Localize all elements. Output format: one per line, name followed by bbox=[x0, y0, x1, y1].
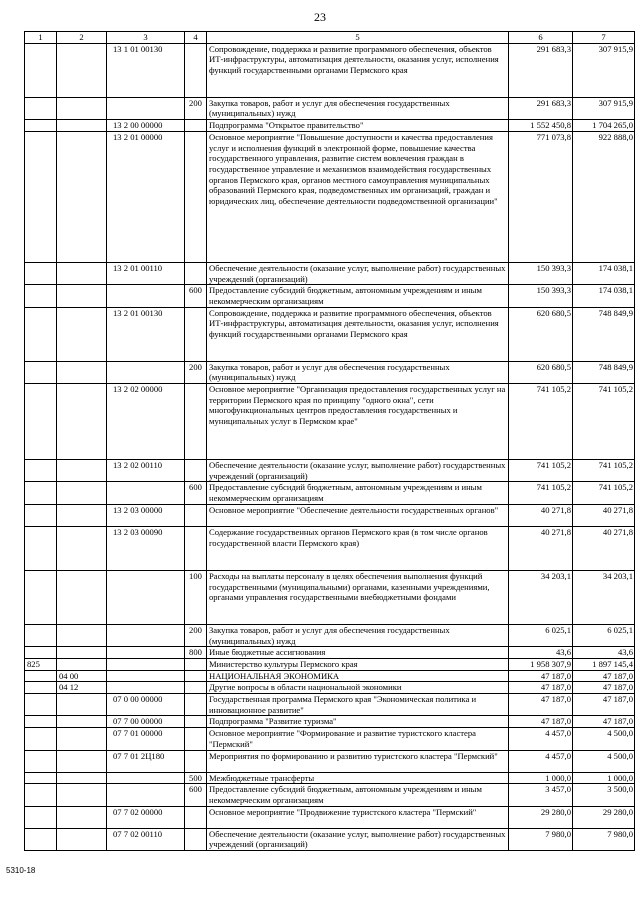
cell-description: Иные бюджетные ассигнования bbox=[207, 647, 509, 659]
column-header: 1 bbox=[25, 32, 57, 44]
cell-amount-year2: 47 187,0 bbox=[573, 694, 635, 716]
cell-admin-code bbox=[25, 570, 57, 624]
cell-section-code bbox=[57, 658, 107, 670]
cell-expense-type bbox=[185, 460, 207, 482]
cell-expense-type: 600 bbox=[185, 784, 207, 806]
cell-amount-year2: 741 105,2 bbox=[573, 460, 635, 482]
table-row bbox=[25, 670, 635, 682]
cell-target-code: 13 2 02 00110 bbox=[107, 460, 185, 482]
cell-target-code bbox=[107, 482, 185, 504]
cell-target-code: 07 7 01 2Ц180 bbox=[107, 750, 185, 772]
cell-admin-code bbox=[25, 716, 57, 728]
cell-amount-year1: 40 271,8 bbox=[509, 526, 573, 570]
cell-admin-code bbox=[25, 772, 57, 784]
cell-admin-code bbox=[25, 307, 57, 361]
table-row bbox=[25, 262, 635, 284]
cell-amount-year1: 150 393,3 bbox=[509, 285, 573, 307]
cell-expense-type bbox=[185, 526, 207, 570]
table-row bbox=[25, 716, 635, 728]
cell-expense-type: 100 bbox=[185, 570, 207, 624]
cell-amount-year1: 1 958 307,9 bbox=[509, 658, 573, 670]
cell-amount-year1: 7 980,0 bbox=[509, 828, 573, 850]
table-row bbox=[25, 482, 635, 504]
cell-expense-type: 200 bbox=[185, 361, 207, 383]
cell-section-code bbox=[57, 526, 107, 570]
cell-amount-year2: 307 915,9 bbox=[573, 97, 635, 119]
table-row bbox=[25, 750, 635, 772]
cell-amount-year2: 1 000,0 bbox=[573, 772, 635, 784]
cell-description: НАЦИОНАЛЬНАЯ ЭКОНОМИКА bbox=[207, 670, 509, 682]
cell-expense-type bbox=[185, 828, 207, 850]
cell-target-code: 13 2 03 00090 bbox=[107, 526, 185, 570]
cell-amount-year1: 291 683,3 bbox=[509, 97, 573, 119]
cell-description: Другие вопросы в области национальной экономики bbox=[207, 682, 509, 694]
cell-amount-year1: 40 271,8 bbox=[509, 504, 573, 526]
column-header: 6 bbox=[509, 32, 573, 44]
cell-admin-code bbox=[25, 728, 57, 750]
cell-amount-year1: 741 105,2 bbox=[509, 384, 573, 460]
cell-expense-type: 800 bbox=[185, 647, 207, 659]
cell-expense-type bbox=[185, 658, 207, 670]
cell-amount-year2: 922 888,0 bbox=[573, 131, 635, 262]
cell-description: Сопровождение, поддержка и развитие программного обеспечения, объектов ИТ-инфраструктуры, автоматизация деятельности, оказания услуг, исполнения функций государственными органами Пермского края bbox=[207, 307, 509, 361]
cell-section-code bbox=[57, 728, 107, 750]
cell-amount-year2: 47 187,0 bbox=[573, 682, 635, 694]
table-row bbox=[25, 384, 635, 460]
cell-expense-type bbox=[185, 262, 207, 284]
cell-admin-code bbox=[25, 120, 57, 132]
cell-section-code bbox=[57, 384, 107, 460]
footer-code: 5310-18 bbox=[6, 866, 36, 875]
cell-section-code bbox=[57, 482, 107, 504]
cell-section-code bbox=[57, 716, 107, 728]
cell-expense-type bbox=[185, 806, 207, 828]
column-header: 7 bbox=[573, 32, 635, 44]
cell-description: Закупка товаров, работ и услуг для обеспечения государственных (муниципальных) нужд bbox=[207, 97, 509, 119]
cell-description: Обеспечение деятельности (оказание услуг, выполнение работ) государственных учреждений (организаций) bbox=[207, 828, 509, 850]
cell-amount-year2: 174 038,1 bbox=[573, 285, 635, 307]
cell-admin-code bbox=[25, 460, 57, 482]
cell-target-code: 13 2 01 00000 bbox=[107, 131, 185, 262]
table-row bbox=[25, 647, 635, 659]
table-row bbox=[25, 504, 635, 526]
cell-expense-type bbox=[185, 131, 207, 262]
cell-expense-type: 200 bbox=[185, 97, 207, 119]
cell-amount-year2: 741 105,2 bbox=[573, 482, 635, 504]
table-header-row bbox=[25, 32, 635, 44]
cell-section-code bbox=[57, 828, 107, 850]
cell-target-code: 13 2 02 00000 bbox=[107, 384, 185, 460]
table-row bbox=[25, 624, 635, 646]
cell-description: Государственная программа Пермского края "Экономическая политика и инновационное развитие" bbox=[207, 694, 509, 716]
cell-amount-year2: 29 280,0 bbox=[573, 806, 635, 828]
cell-expense-type bbox=[185, 728, 207, 750]
cell-amount-year1: 3 457,0 bbox=[509, 784, 573, 806]
cell-target-code bbox=[107, 647, 185, 659]
cell-amount-year2: 1 897 145,4 bbox=[573, 658, 635, 670]
table-row bbox=[25, 828, 635, 850]
cell-section-code bbox=[57, 504, 107, 526]
table-row bbox=[25, 658, 635, 670]
cell-description: Основное мероприятие "Продвижение туристского кластера "Пермский" bbox=[207, 806, 509, 828]
cell-description: Подпрограмма "Открытое правительство" bbox=[207, 120, 509, 132]
cell-target-code bbox=[107, 624, 185, 646]
cell-section-code bbox=[57, 361, 107, 383]
table-row bbox=[25, 285, 635, 307]
table-row bbox=[25, 460, 635, 482]
cell-expense-type bbox=[185, 694, 207, 716]
cell-admin-code bbox=[25, 828, 57, 850]
cell-admin-code: 825 bbox=[25, 658, 57, 670]
table-row bbox=[25, 682, 635, 694]
cell-admin-code bbox=[25, 526, 57, 570]
cell-target-code: 07 7 00 00000 bbox=[107, 716, 185, 728]
cell-section-code bbox=[57, 570, 107, 624]
table-body bbox=[25, 43, 635, 850]
cell-expense-type bbox=[185, 716, 207, 728]
cell-expense-type bbox=[185, 682, 207, 694]
table-row bbox=[25, 728, 635, 750]
cell-description: Закупка товаров, работ и услуг для обеспечения государственных (муниципальных) нужд bbox=[207, 624, 509, 646]
cell-section-code bbox=[57, 772, 107, 784]
cell-amount-year2: 4 500,0 bbox=[573, 728, 635, 750]
cell-section-code bbox=[57, 784, 107, 806]
cell-amount-year1: 47 187,0 bbox=[509, 694, 573, 716]
cell-section-code: 04 00 bbox=[57, 670, 107, 682]
cell-expense-type bbox=[185, 750, 207, 772]
cell-amount-year2: 307 915,9 bbox=[573, 43, 635, 97]
cell-target-code bbox=[107, 97, 185, 119]
cell-amount-year2: 1 704 265,0 bbox=[573, 120, 635, 132]
table-row bbox=[25, 806, 635, 828]
cell-expense-type bbox=[185, 670, 207, 682]
column-header: 2 bbox=[57, 32, 107, 44]
cell-amount-year1: 4 457,0 bbox=[509, 750, 573, 772]
cell-admin-code bbox=[25, 97, 57, 119]
cell-amount-year1: 1 000,0 bbox=[509, 772, 573, 784]
cell-description: Основное мероприятие "Формирование и развитие туристского кластера "Пермский" bbox=[207, 728, 509, 750]
cell-admin-code bbox=[25, 694, 57, 716]
cell-description: Министерство культуры Пермского края bbox=[207, 658, 509, 670]
cell-target-code: 13 2 00 00000 bbox=[107, 120, 185, 132]
cell-description: Основное мероприятие "Обеспечение деятельности государственных органов" bbox=[207, 504, 509, 526]
cell-admin-code bbox=[25, 482, 57, 504]
cell-expense-type: 500 bbox=[185, 772, 207, 784]
cell-admin-code bbox=[25, 750, 57, 772]
cell-amount-year1: 34 203,1 bbox=[509, 570, 573, 624]
cell-target-code bbox=[107, 658, 185, 670]
cell-admin-code bbox=[25, 647, 57, 659]
cell-description: Предоставление субсидий бюджетным, автономным учреждениям и иным некоммерческим организациям bbox=[207, 784, 509, 806]
cell-target-code: 13 2 01 00110 bbox=[107, 262, 185, 284]
cell-section-code bbox=[57, 806, 107, 828]
cell-amount-year2: 47 187,0 bbox=[573, 670, 635, 682]
cell-section-code bbox=[57, 262, 107, 284]
cell-description: Предоставление субсидий бюджетным, автономным учреждениям и иным некоммерческим организациям bbox=[207, 285, 509, 307]
cell-target-code bbox=[107, 361, 185, 383]
cell-target-code: 13 1 01 00130 bbox=[107, 43, 185, 97]
table-row bbox=[25, 43, 635, 97]
cell-amount-year2: 748 849,9 bbox=[573, 361, 635, 383]
cell-admin-code bbox=[25, 43, 57, 97]
cell-section-code bbox=[57, 750, 107, 772]
cell-description: Подпрограмма "Развитие туризма" bbox=[207, 716, 509, 728]
cell-description: Основное мероприятие "Повышение доступности и качества предоставления услуг и исполнения функций в электронной форме, повышение качества государственного управления, развитие систем вовлечения граждан в государственное управление и механизмов взаимодействия государственных органов Пермского края, органов местного самоуправления муниципальных образований Пермского края, подведомственных им организаций, граждан и юридических лиц, обеспечение деятельности подведомственной организации" bbox=[207, 131, 509, 262]
cell-amount-year1: 1 552 450,8 bbox=[509, 120, 573, 132]
cell-amount-year1: 771 073,8 bbox=[509, 131, 573, 262]
cell-description: Содержание государственных органов Пермского края (в том числе органов государственной власти Пермского края) bbox=[207, 526, 509, 570]
page-number: 23 bbox=[314, 10, 326, 24]
cell-admin-code bbox=[25, 285, 57, 307]
cell-target-code bbox=[107, 570, 185, 624]
cell-admin-code bbox=[25, 784, 57, 806]
cell-amount-year2: 34 203,1 bbox=[573, 570, 635, 624]
cell-section-code bbox=[57, 43, 107, 97]
cell-description: Расходы на выплаты персоналу в целях обеспечения выполнения функций государственными (муниципальными) органами, казенными учреждениями, органами управления государственными внебюджетными фондами bbox=[207, 570, 509, 624]
column-header: 5 bbox=[207, 32, 509, 44]
cell-amount-year2: 174 038,1 bbox=[573, 262, 635, 284]
cell-section-code bbox=[57, 307, 107, 361]
cell-amount-year1: 620 680,5 bbox=[509, 307, 573, 361]
cell-amount-year2: 748 849,9 bbox=[573, 307, 635, 361]
cell-amount-year2: 4 500,0 bbox=[573, 750, 635, 772]
cell-amount-year2: 7 980,0 bbox=[573, 828, 635, 850]
cell-section-code bbox=[57, 120, 107, 132]
cell-amount-year1: 47 187,0 bbox=[509, 670, 573, 682]
cell-description: Мероприятия по формированию и развитию туристского кластера "Пермский" bbox=[207, 750, 509, 772]
cell-target-code bbox=[107, 670, 185, 682]
cell-section-code bbox=[57, 131, 107, 262]
cell-description: Основное мероприятие "Организация предоставления государственных услуг на территории Пермского края по принципу "одного окна", сети многофункциональных центров предоставления государственных и муниципальных услуг в Пермском крае" bbox=[207, 384, 509, 460]
cell-target-code: 13 2 03 00000 bbox=[107, 504, 185, 526]
cell-section-code bbox=[57, 460, 107, 482]
cell-amount-year1: 29 280,0 bbox=[509, 806, 573, 828]
table-row bbox=[25, 784, 635, 806]
cell-description: Обеспечение деятельности (оказание услуг, выполнение работ) государственных учреждений (организаций) bbox=[207, 262, 509, 284]
cell-amount-year2: 40 271,8 bbox=[573, 526, 635, 570]
cell-description: Межбюджетные трансферты bbox=[207, 772, 509, 784]
cell-admin-code bbox=[25, 670, 57, 682]
cell-target-code: 07 7 02 00110 bbox=[107, 828, 185, 850]
cell-amount-year1: 741 105,2 bbox=[509, 460, 573, 482]
cell-target-code bbox=[107, 784, 185, 806]
cell-section-code bbox=[57, 647, 107, 659]
cell-admin-code bbox=[25, 262, 57, 284]
cell-admin-code bbox=[25, 361, 57, 383]
cell-expense-type bbox=[185, 384, 207, 460]
cell-expense-type: 200 bbox=[185, 624, 207, 646]
cell-amount-year1: 741 105,2 bbox=[509, 482, 573, 504]
table-row bbox=[25, 120, 635, 132]
cell-admin-code bbox=[25, 806, 57, 828]
cell-admin-code bbox=[25, 682, 57, 694]
cell-admin-code bbox=[25, 384, 57, 460]
cell-expense-type bbox=[185, 307, 207, 361]
table-row bbox=[25, 307, 635, 361]
table-row bbox=[25, 694, 635, 716]
table-row bbox=[25, 772, 635, 784]
column-header: 4 bbox=[185, 32, 207, 44]
cell-amount-year2: 6 025,1 bbox=[573, 624, 635, 646]
table-row bbox=[25, 570, 635, 624]
cell-expense-type: 600 bbox=[185, 285, 207, 307]
cell-amount-year1: 47 187,0 bbox=[509, 716, 573, 728]
cell-amount-year1: 291 683,3 bbox=[509, 43, 573, 97]
cell-amount-year2: 43,6 bbox=[573, 647, 635, 659]
table-row bbox=[25, 97, 635, 119]
cell-target-code: 07 0 00 00000 bbox=[107, 694, 185, 716]
cell-description: Сопровождение, поддержка и развитие программного обеспечения, объектов ИТ-инфраструктуры, автоматизация деятельности, оказания услуг, исполнения функций государственными органами Пермского края bbox=[207, 43, 509, 97]
cell-target-code bbox=[107, 285, 185, 307]
cell-amount-year1: 6 025,1 bbox=[509, 624, 573, 646]
cell-section-code: 04 12 bbox=[57, 682, 107, 694]
cell-description: Обеспечение деятельности (оказание услуг, выполнение работ) государственных учреждений (организаций) bbox=[207, 460, 509, 482]
table-row bbox=[25, 526, 635, 570]
cell-expense-type bbox=[185, 43, 207, 97]
cell-amount-year1: 620 680,5 bbox=[509, 361, 573, 383]
cell-amount-year2: 40 271,8 bbox=[573, 504, 635, 526]
cell-amount-year2: 47 187,0 bbox=[573, 716, 635, 728]
table-row bbox=[25, 131, 635, 262]
cell-admin-code bbox=[25, 504, 57, 526]
cell-amount-year2: 3 500,0 bbox=[573, 784, 635, 806]
table-row bbox=[25, 361, 635, 383]
cell-description: Закупка товаров, работ и услуг для обеспечения государственных (муниципальных) нужд bbox=[207, 361, 509, 383]
cell-expense-type: 600 bbox=[185, 482, 207, 504]
cell-target-code: 07 7 02 00000 bbox=[107, 806, 185, 828]
cell-expense-type bbox=[185, 504, 207, 526]
budget-table bbox=[24, 31, 635, 851]
cell-amount-year1: 43,6 bbox=[509, 647, 573, 659]
cell-description: Предоставление субсидий бюджетным, автономным учреждениям и иным некоммерческим организациям bbox=[207, 482, 509, 504]
cell-admin-code bbox=[25, 624, 57, 646]
column-header: 3 bbox=[107, 32, 185, 44]
cell-target-code bbox=[107, 682, 185, 694]
cell-amount-year2: 741 105,2 bbox=[573, 384, 635, 460]
cell-target-code: 07 7 01 00000 bbox=[107, 728, 185, 750]
cell-target-code bbox=[107, 772, 185, 784]
cell-amount-year1: 4 457,0 bbox=[509, 728, 573, 750]
cell-amount-year1: 47 187,0 bbox=[509, 682, 573, 694]
cell-amount-year1: 150 393,3 bbox=[509, 262, 573, 284]
cell-section-code bbox=[57, 624, 107, 646]
cell-expense-type bbox=[185, 120, 207, 132]
cell-section-code bbox=[57, 285, 107, 307]
cell-admin-code bbox=[25, 131, 57, 262]
cell-section-code bbox=[57, 694, 107, 716]
cell-target-code: 13 2 01 00130 bbox=[107, 307, 185, 361]
cell-section-code bbox=[57, 97, 107, 119]
